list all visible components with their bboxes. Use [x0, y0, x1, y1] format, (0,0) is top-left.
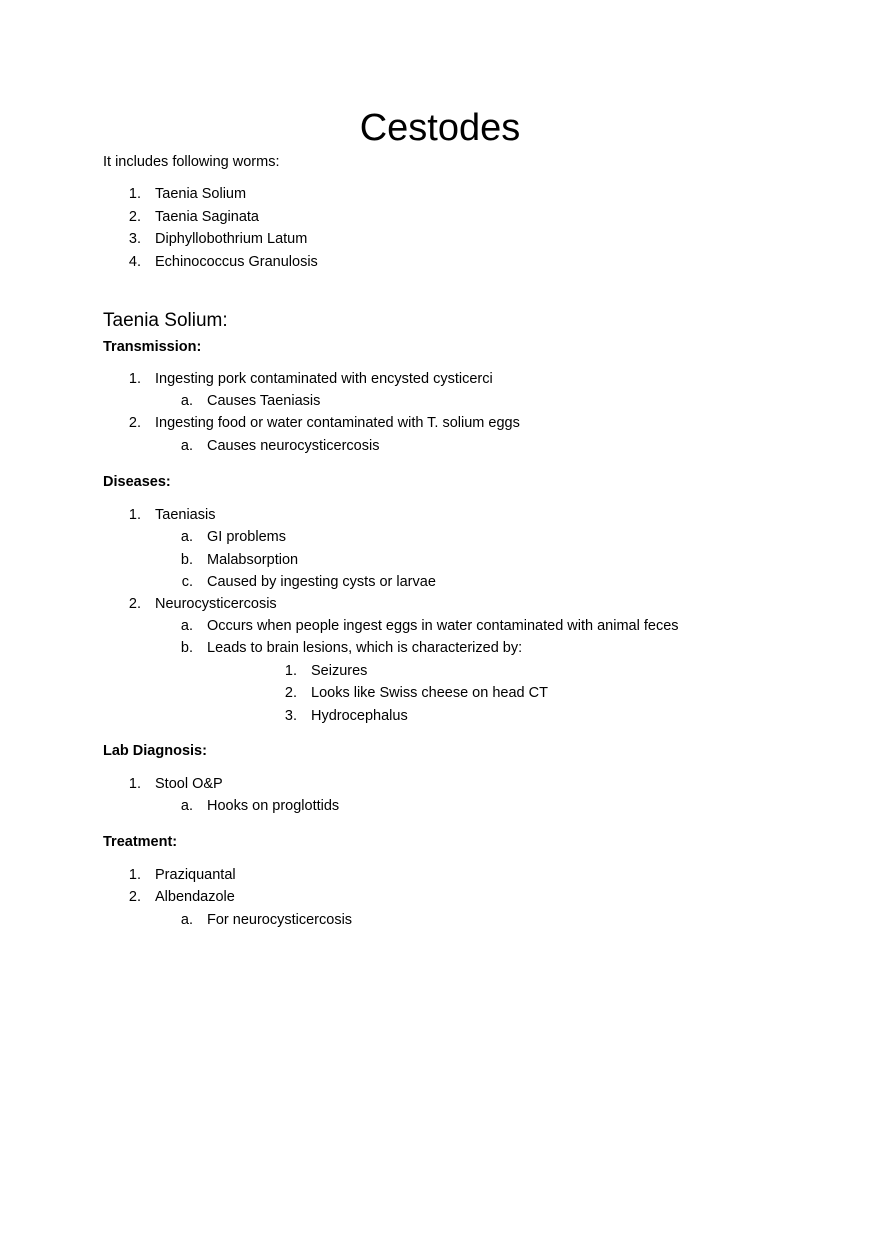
list-item: Diphyllobothrium Latum: [155, 231, 308, 247]
list-item: Albendazole: [155, 889, 235, 905]
treatment-label: Treatment:: [103, 834, 178, 850]
list-number: 3.: [128, 231, 141, 247]
list-number: 1.: [128, 867, 141, 883]
sub-list-item: Causes Taeniasis: [207, 393, 321, 409]
list-item: Ingesting food or water contaminated with T. solium eggs: [155, 415, 520, 431]
page-title: Cestodes: [359, 107, 521, 149]
sub-list-letter: a.: [180, 438, 193, 454]
list-number: 1.: [128, 776, 141, 792]
sub-sub-list-number: 3.: [284, 708, 297, 724]
lab-diagnosis-label: Lab Diagnosis:: [103, 743, 207, 759]
sub-list-letter: b.: [180, 640, 193, 656]
sub-list-item: GI problems: [207, 529, 286, 545]
sub-list-item: Occurs when people ingest eggs in water contaminated with animal feces: [207, 618, 679, 634]
list-number: 4.: [128, 254, 141, 270]
list-item: Taeniasis: [155, 507, 216, 523]
list-number: 1.: [128, 507, 141, 523]
sub-list-letter: a.: [180, 618, 193, 634]
sub-sub-list-item: Looks like Swiss cheese on head CT: [311, 685, 548, 701]
sub-list-letter: b.: [180, 552, 193, 568]
sub-sub-list-item: Seizures: [311, 663, 368, 679]
list-item: Taenia Saginata: [155, 209, 259, 225]
sub-list-item: Caused by ingesting cysts or larvae: [207, 574, 436, 590]
list-item: Praziquantal: [155, 867, 236, 883]
list-number: 2.: [128, 209, 141, 225]
list-item: Echinococcus Granulosis: [155, 254, 318, 270]
diseases-label: Diseases:: [103, 474, 171, 490]
list-item: Ingesting pork contaminated with encysted cysticerci: [155, 371, 493, 387]
list-number: 2.: [128, 596, 141, 612]
list-item: Neurocysticercosis: [155, 596, 277, 612]
list-number: 1.: [128, 371, 141, 387]
sub-list-letter: a.: [180, 393, 193, 409]
sub-list-item: Leads to brain lesions, which is characterized by:: [207, 640, 523, 656]
sub-sub-list-item: Hydrocephalus: [311, 708, 408, 724]
sub-list-letter: a.: [180, 798, 193, 814]
list-number: 2.: [128, 415, 141, 431]
sub-list-item: Malabsorption: [207, 552, 299, 568]
list-number: 2.: [128, 889, 141, 905]
sub-list-item: Causes neurocysticercosis: [207, 438, 380, 454]
sub-list-letter: a.: [180, 912, 193, 928]
transmission-label: Transmission:: [103, 339, 202, 355]
intro-text: It includes following worms:: [103, 154, 280, 170]
sub-list-item: Hooks on proglottids: [207, 798, 340, 814]
list-number: 1.: [128, 186, 141, 202]
list-item: Stool O&P: [155, 776, 223, 792]
section-heading: Taenia Solium:: [103, 310, 228, 331]
sub-list-letter: c.: [181, 574, 193, 590]
sub-sub-list-number: 1.: [284, 663, 297, 679]
sub-sub-list-number: 2.: [284, 685, 297, 701]
sub-list-item: For neurocysticercosis: [207, 912, 353, 928]
list-item: Taenia Solium: [155, 186, 247, 202]
sub-list-letter: a.: [180, 529, 193, 545]
